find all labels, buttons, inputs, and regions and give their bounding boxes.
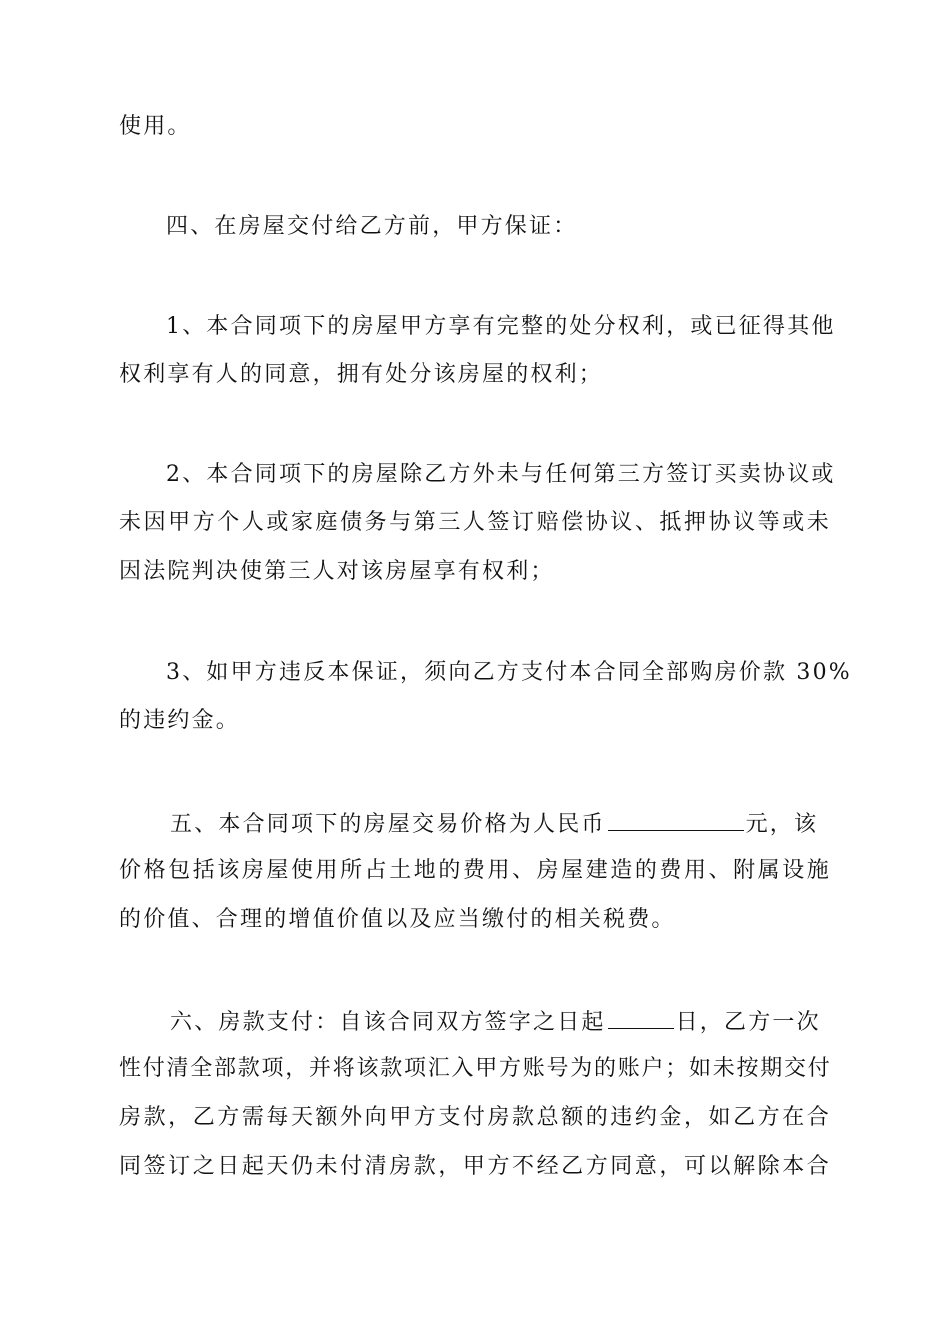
price-blank xyxy=(608,808,744,831)
section-6-line-1-after-blank: 日，乙方一次 xyxy=(675,1010,821,1035)
section-6-line-3: 房款，乙方需每天额外向甲方支付房款总额的违约金，如乙方在合 xyxy=(119,1105,831,1130)
section-5-line-1-before-blank: 五、本合同项下的房屋交易价格为人民币 xyxy=(170,812,606,837)
section-4-item-3-line-1: 3、如甲方违反本保证，须向乙方支付本合同全部购房价款 30% xyxy=(166,660,852,685)
section-4-item-2-line-2: 未因甲方个人或家庭债务与第三人签订赔偿协议、抵押协议等或未 xyxy=(119,510,831,535)
days-blank xyxy=(608,1006,674,1029)
section-5-line-1-after-blank: 元，该 xyxy=(745,812,819,837)
section-4-heading: 四、在房屋交付给乙方前，甲方保证： xyxy=(166,214,578,239)
section-4-item-1-line-1: 1、本合同项下的房屋甲方享有完整的处分权利，或已征得其他 xyxy=(166,314,836,339)
section-6-line-1 xyxy=(170,1006,835,1038)
section-4-item-1-line-2: 权利享有人的同意，拥有处分该房屋的权利； xyxy=(119,362,604,387)
section-4-item-2-line-3: 因法院判决使第三人对该房屋享有权利； xyxy=(119,559,555,584)
section-6-line-1-before-blank: 六、房款支付：自该合同双方签字之日起 xyxy=(170,1010,606,1035)
section-5-line-3: 的价值、合理的增值价值以及应当缴付的相关税费。 xyxy=(119,907,676,932)
section-5-line-1 xyxy=(170,808,835,840)
section-6-line-4: 同签订之日起天仍未付清房款，甲方不经乙方同意，可以解除本合 xyxy=(119,1154,831,1179)
section-4-item-3-line-2: 的违约金。 xyxy=(119,708,241,733)
section-6-line-2: 性付清全部款项，并将该款项汇入甲方账号为的账户；如未按期交付 xyxy=(119,1056,831,1081)
section-5-line-2: 价格包括该房屋使用所占土地的费用、房屋建造的费用、附属设施 xyxy=(119,858,831,883)
continuation-text: 使用。 xyxy=(119,114,192,139)
section-4-item-2-line-1: 2、本合同项下的房屋除乙方外未与任何第三方签订买卖协议或 xyxy=(166,462,836,487)
